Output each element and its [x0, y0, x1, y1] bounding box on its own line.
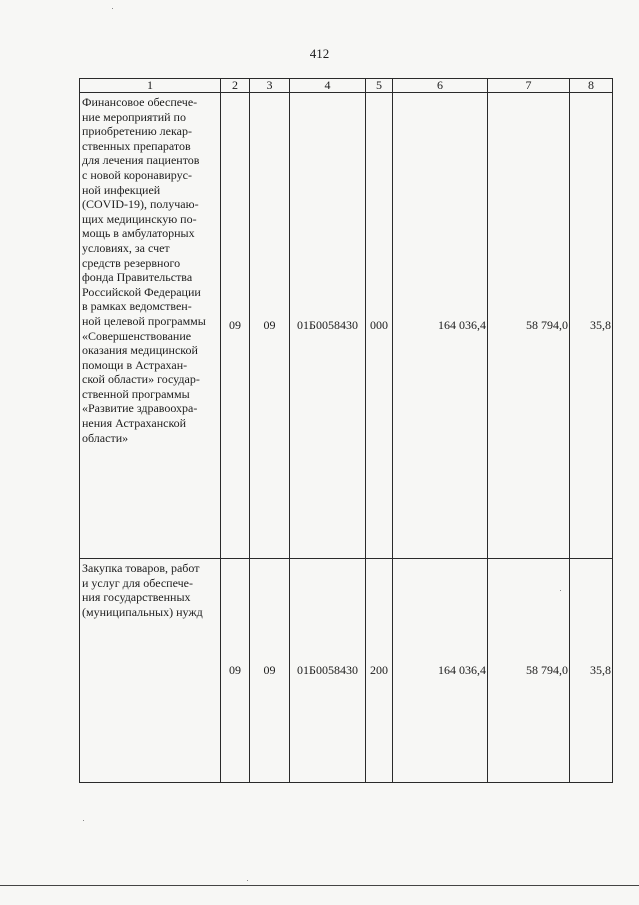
- column-number-header: 8: [570, 79, 613, 93]
- page-number: 412: [309, 46, 330, 61]
- bottom-rule: [0, 885, 639, 886]
- target-article-code: 01Б0058430: [290, 93, 366, 559]
- planned-amount: 164 036,4: [393, 559, 488, 783]
- subsection-code: 09: [250, 559, 290, 783]
- planned-amount: 164 036,4: [393, 93, 488, 559]
- scan-speck: [247, 880, 248, 881]
- column-number-header: 4: [290, 79, 366, 93]
- column-number-header: 2: [221, 79, 250, 93]
- scan-speck: [560, 590, 561, 591]
- table-header-row: [80, 79, 613, 93]
- expense-type-code: 200: [366, 559, 393, 783]
- column-number-header: 7: [488, 79, 570, 93]
- scan-speck: [112, 8, 113, 9]
- table-row: [80, 93, 613, 559]
- column-number-header: 6: [393, 79, 488, 93]
- column-number-header: 5: [366, 79, 393, 93]
- row-description: Закупка товаров, работ и услуг для обеспече- ния государственных (муниципальных) нужд: [80, 559, 221, 783]
- target-article-code: 01Б0058430: [290, 559, 366, 783]
- budget-table: [79, 78, 613, 783]
- executed-amount: 58 794,0: [488, 93, 570, 559]
- section-code: 09: [221, 559, 250, 783]
- scan-speck: [83, 820, 84, 821]
- execution-percent: 35,8: [570, 559, 613, 783]
- table-row: [80, 559, 613, 783]
- section-code: 09: [221, 93, 250, 559]
- expense-type-code: 000: [366, 93, 393, 559]
- column-number-header: 1: [80, 79, 221, 93]
- column-number-header: 3: [250, 79, 290, 93]
- execution-percent: 35,8: [570, 93, 613, 559]
- row-description: Финансовое обеспече- ние мероприятий по приобретению лекар- ственных препаратов для лечения пациентов с новой коронавирус- ной инфекцией (COVID-19), получаю- щих медицинскую по- мощь в амбулаторных условиях, за счет средств резервного фонда Правительства Российской Федерации в рамках ведомствен- ной целевой программы «Совершенствование оказания медицинской помощи в Астрахан- ской области» государ- ственной программы «Развитие здравоохра- нения Астраханской области»: [80, 93, 221, 559]
- executed-amount: 58 794,0: [488, 559, 570, 783]
- subsection-code: 09: [250, 93, 290, 559]
